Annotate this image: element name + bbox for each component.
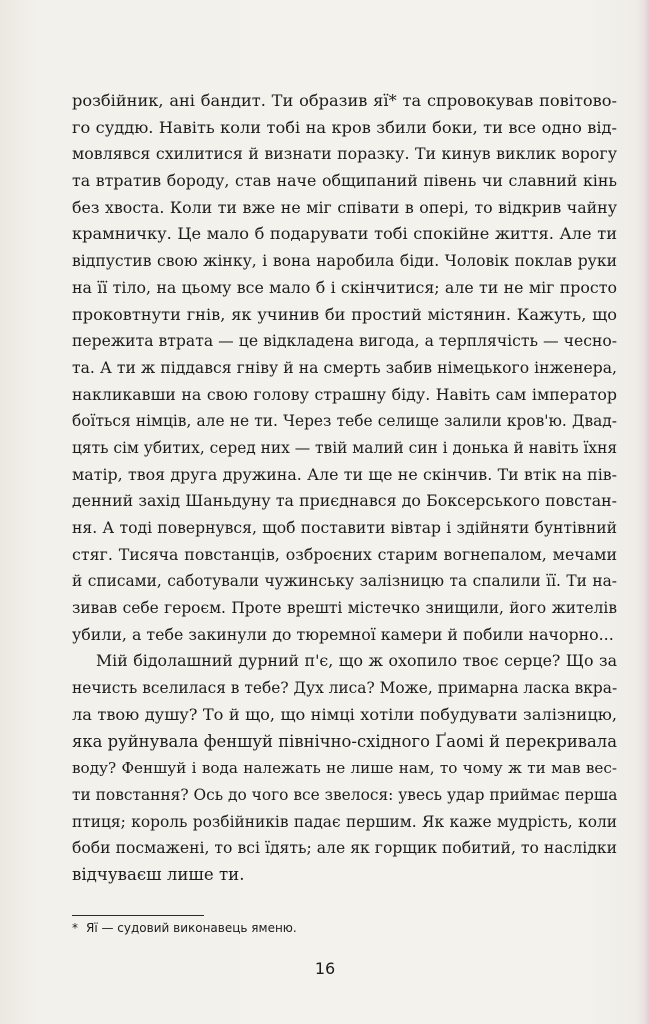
page-number: 16: [314, 959, 336, 978]
text-line: та. А ти ж піддався гніву й на смерть забив німецького інженера,: [72, 358, 617, 377]
text-line: матір, твоя друга дружина. Але ти ще не скінчив. Ти втік на пів-: [72, 464, 617, 484]
text-line: го суддю. Навіть коли тобі на кров збили боки, ти все одно від-: [72, 117, 617, 137]
text-line: накликавши на свою голову страшну біду. Навіть сам імператор: [72, 384, 617, 404]
text-line: денний захід Шаньдуну та приєднався до Боксерського повстан-: [72, 491, 617, 511]
text-line: яка руйнувала феншуй північно-східного Ґаомі й перекривала: [72, 731, 617, 751]
text-line: зивав себе героєм. Проте врешті містечко знищили, його жителів: [72, 599, 617, 618]
text-line: відчуваєш лише ти.: [72, 864, 245, 884]
text-line: нечисть вселилася в тебе? Дух лиса? Може, примарна ласка вкра-: [72, 679, 618, 698]
text-line: воду? Феншуй і вода належать не лише нам, то чому ж ти мав вес-: [72, 759, 617, 778]
footnote-marker: *: [72, 921, 78, 935]
text-line: пережита втрата — це відкладена вигода, а терплячість — чесно-: [72, 332, 617, 351]
text-line: та втратив бороду, став наче общипаний півень чи славний кінь: [72, 171, 617, 191]
text-line: убили, а тебе закинули до тюремної камери й побили начорно...: [72, 624, 614, 644]
text-line: ня. А тоді повернувся, щоб поставити вівтар і здійняти бунтівний: [72, 519, 617, 537]
text-line: ти повстання? Ось до чого все звелося: увесь удар приймає перша: [72, 785, 618, 804]
text-line: й списами, саботували чужинську залізницю та спалили її. Ти на-: [72, 572, 617, 591]
text-line: боби посмажені, то всі їдять; але як горщик побитий, то наслідки: [72, 839, 617, 858]
text-line: боїться німців, але не ти. Через тебе селище залили кров'ю. Двад-: [72, 412, 617, 431]
page-edge-tint: [636, 0, 650, 1024]
text-line: стяг. Тисяча повстанців, озброєних старим вогнепалом, мечами: [72, 544, 617, 564]
text-line: Мій бідолашний дурний п'є, що ж охопило твоє серце? Що за: [96, 651, 617, 671]
text-line: відпустив свою жінку, і вона наробила біди. Чоловік поклав руки: [72, 252, 617, 271]
paragraph-2: [72, 648, 617, 888]
text-line: без хвоста. Коли ти вже не міг співати в опері, то відкрив чайну: [72, 197, 617, 217]
footnote-text: Яї — судовий виконавець ямeню.: [86, 921, 297, 935]
text-line: розбійник, ані бандит. Ти образив яї* та спровокував повітово-: [72, 91, 617, 110]
text-line: проковтнути гнів, як учинив би простий містянин. Кажуть, що: [72, 304, 617, 324]
text-line: ла твою душу? То й що, що німці хотіли побудувати залізницю,: [72, 704, 617, 724]
text-line: цять сім убитих, серед них — твій малий син і донька й навіть їхня: [72, 438, 618, 457]
text-line: на її тіло, на цьому все мало б і скінчитися; але ти не міг просто: [72, 277, 617, 297]
main-text: [72, 88, 617, 889]
text-line: крамничку. Це мало б подарувати тобі спокійне життя. Але ти: [72, 224, 617, 244]
footnote-divider: [72, 915, 204, 916]
footnote: [72, 919, 297, 937]
text-line: птиця; король розбійників падає першим. Як каже мудрість, коли: [72, 812, 617, 831]
paragraph-1: [72, 88, 617, 648]
text-line: мовлявся схилитися й визнати поразку. Ти кинув виклик ворогу: [72, 144, 617, 164]
